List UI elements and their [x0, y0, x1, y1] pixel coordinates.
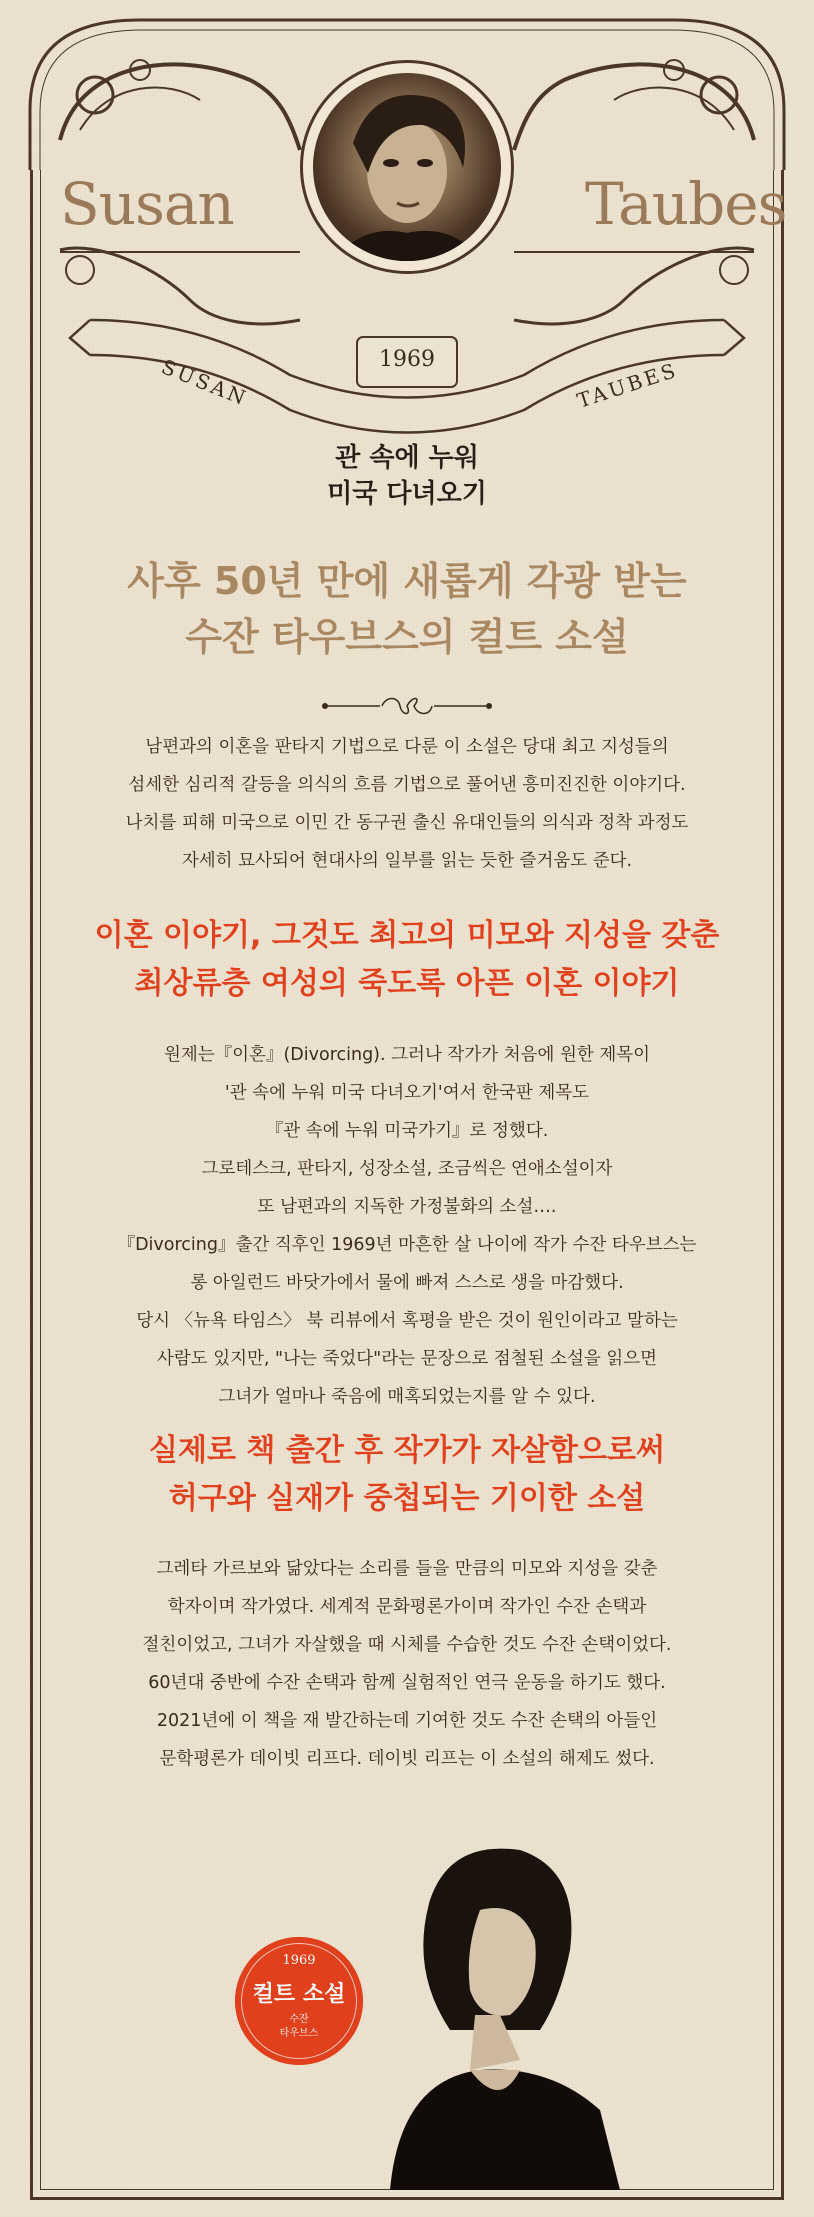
author-first-name: Susan: [60, 170, 234, 238]
section2-paragraph: 그레타 가르보와 닮았다는 소리를 들을 만큼의 미모와 지성을 갖춘 학자이며 작가였다. 세계적 문화평론가이며 작가인 수잔 손택과 절친이었고, 그녀가 자살했을 때 시체를 수습한 것도 수잔 손택이었다. 60년대 중반에 수잔 손택과 함께 실험적인 연극 운동을 하기도 했다. 2021년에 이 책을 재 발간하는데 기여한 것도 수잔 손택의 아들인 문학평론가 데이빗 리프다. 데이빗 리프는 이 소설의 해제도 썼다.: [142, 1559, 672, 1769]
lead-heading: 사후 50년 만에 새롭게 각광 받는 수잔 타우브스의 컬트 소설: [127, 559, 687, 659]
intro-paragraph: 남편과의 이혼을 판타지 기법으로 다룬 이 소설은 당대 최고 지성들의 섬세한 심리적 갈등을 의식의 흐름 기법으로 풀어낸 흥미진진한 이야기다. 나치를 피해 미국으로 이민 간 동구권 출신 유대인들의 의식과 정착 과정도 자세히 묘사되어 현대사의 일부를 읽는 듯한 즐거움도 준다.: [125, 737, 689, 871]
author-last-name: Taubes: [585, 170, 787, 238]
section2-heading: 실제로 책 출간 후 작가가 자살함으로써 허구와 실재가 중첩되는 기이한 소설: [149, 1433, 665, 1516]
banner-year: 1969: [379, 347, 435, 372]
section1-paragraph: 원제는『이혼』(Divorcing). 그러나 작가가 처음에 원한 제목이 '관 속에 누워 미국 다녀오기'여서 한국판 제목도 『관 속에 누워 미국가기』로 정했다. 그로테스크, 판타지, 성장소설, 조금씩은 연애소설이자 또 남편과의 지독한 가정불화의 소설…. 『Divorcing』출간 직후인 1969년 마흔한 살 나이에 작가 수잔 타우브스는 롱 아일런드 바닷가에서 물에 빠져 스스로 생을 마감했다. 당시 〈뉴욕 타임스〉 북 리뷰에서 혹평을 받은 것이 원인이라고 말하는 사람도 있지만, "나는 죽었다"라는 문장으로 점철된 소설을 읽으면 그녀가 얼마나 죽음에 매혹되었는지를 알 수 있다.: [117, 1045, 697, 1407]
author-photo: [370, 1840, 620, 2190]
badge-year: 1969: [282, 1953, 316, 1968]
banner-left-text: SUSAN: [158, 354, 252, 411]
banner-right-text: TAUBES: [574, 357, 681, 413]
book-title: 관 속에 누워 미국 다녀오기: [327, 443, 487, 509]
cult-novel-badge: [235, 1937, 363, 2065]
badge-title: 컬트 소설: [252, 1982, 346, 2007]
author-portrait: [313, 73, 501, 261]
ornamental-divider: [320, 693, 494, 719]
badge-subtitle: 수잔 타우브스: [279, 2014, 319, 2039]
section1-heading: 이혼 이야기, 그것도 최고의 미모와 지성을 갖춘 최상류층 여성의 죽도록 아픈 이혼 이야기: [94, 918, 720, 1001]
